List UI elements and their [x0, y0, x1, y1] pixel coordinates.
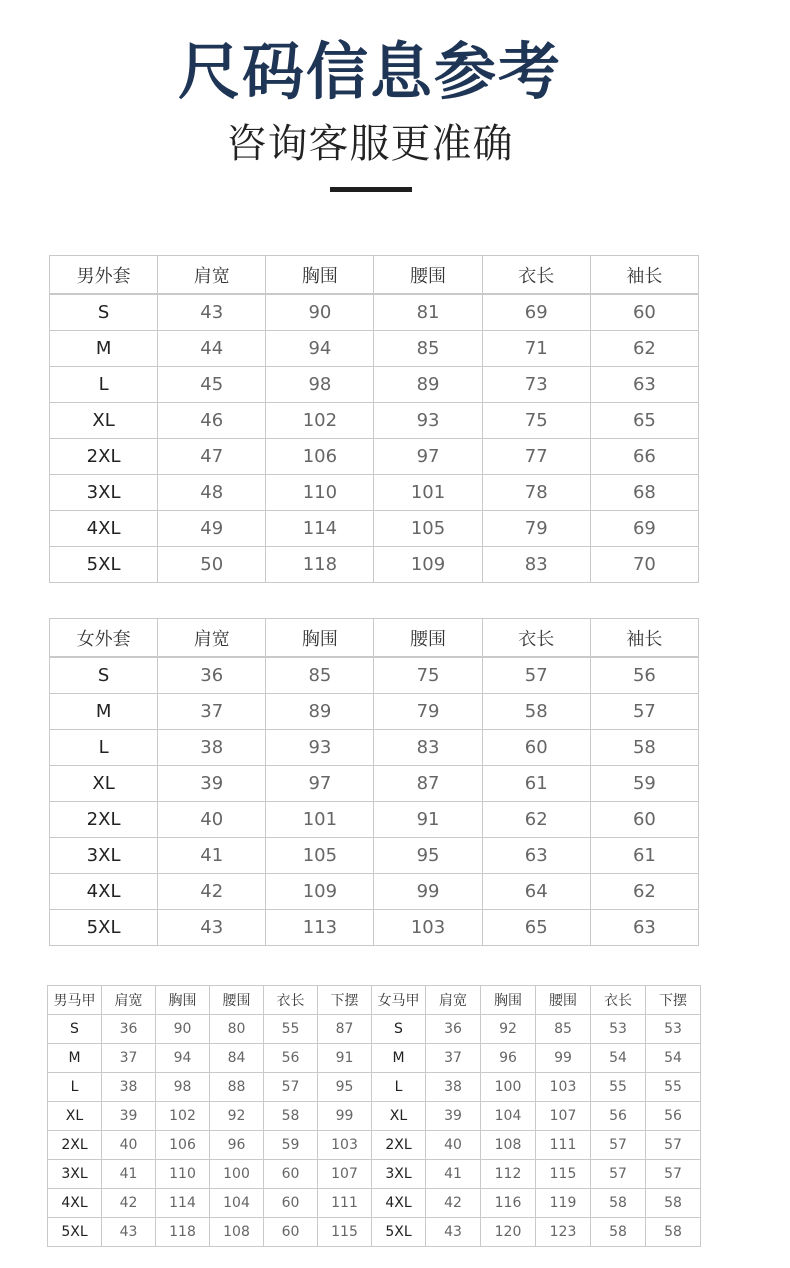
table-row [48, 1015, 701, 1044]
measurement-cell: 99 [374, 874, 482, 910]
measurement-cell: 91 [318, 1044, 372, 1073]
measurement-cell: 42 [102, 1189, 156, 1218]
table-row [50, 838, 699, 874]
measurement-cell: 80 [210, 1015, 264, 1044]
measurement-cell: 60 [482, 730, 590, 766]
header-row [48, 986, 701, 1015]
table-row [50, 367, 699, 403]
measurement-cell: 75 [374, 657, 482, 694]
table-row [48, 1044, 701, 1073]
measurement-cell: 47 [158, 439, 266, 475]
measurement-cell: 103 [318, 1131, 372, 1160]
size-label: L [372, 1073, 426, 1102]
measurement-cell: 101 [266, 802, 374, 838]
size-label: XL [50, 766, 158, 802]
measurement-cell: 120 [481, 1218, 536, 1247]
size-label: 4XL [372, 1189, 426, 1218]
measurement-cell: 90 [266, 294, 374, 331]
measurement-cell: 68 [590, 475, 698, 511]
size-label: 3XL [372, 1160, 426, 1189]
size-label: 4XL [48, 1189, 102, 1218]
size-label: 2XL [50, 802, 158, 838]
measurement-cell: 56 [264, 1044, 318, 1073]
column-header: 衣长 [264, 986, 318, 1015]
measurement-cell: 36 [102, 1015, 156, 1044]
measurement-cell: 97 [374, 439, 482, 475]
measurement-cell: 87 [374, 766, 482, 802]
title-divider [330, 187, 412, 192]
measurement-cell: 43 [158, 910, 266, 946]
measurement-cell: 91 [374, 802, 482, 838]
measurement-cell: 115 [318, 1218, 372, 1247]
measurement-cell: 49 [158, 511, 266, 547]
measurement-cell: 36 [158, 657, 266, 694]
header-row [50, 619, 699, 658]
measurement-cell: 96 [210, 1131, 264, 1160]
measurement-cell: 58 [591, 1189, 646, 1218]
measurement-cell: 60 [264, 1189, 318, 1218]
measurement-cell: 105 [374, 511, 482, 547]
measurement-cell: 57 [646, 1131, 701, 1160]
measurement-cell: 39 [158, 766, 266, 802]
size-label: S [48, 1015, 102, 1044]
measurement-cell: 56 [646, 1102, 701, 1131]
measurement-cell: 79 [482, 511, 590, 547]
measurement-cell: 63 [482, 838, 590, 874]
column-header: 腰围 [210, 986, 264, 1015]
measurement-cell: 43 [426, 1218, 481, 1247]
measurement-cell: 93 [374, 403, 482, 439]
column-header: 衣长 [591, 986, 646, 1015]
measurement-cell: 113 [266, 910, 374, 946]
mens-jacket-size-table [49, 255, 699, 583]
measurement-cell: 62 [590, 874, 698, 910]
measurement-cell: 123 [536, 1218, 591, 1247]
measurement-cell: 56 [591, 1102, 646, 1131]
measurement-cell: 60 [590, 802, 698, 838]
size-label: XL [48, 1102, 102, 1131]
header-row [50, 256, 699, 295]
measurement-cell: 94 [156, 1044, 210, 1073]
category-label: 男外套 [50, 256, 158, 295]
measurement-cell: 48 [158, 475, 266, 511]
measurement-cell: 84 [210, 1044, 264, 1073]
measurement-cell: 73 [482, 367, 590, 403]
measurement-cell: 39 [426, 1102, 481, 1131]
size-label: S [50, 657, 158, 694]
measurement-cell: 39 [102, 1102, 156, 1131]
size-label: 4XL [50, 874, 158, 910]
column-header: 下摆 [318, 986, 372, 1015]
measurement-cell: 101 [374, 475, 482, 511]
measurement-cell: 107 [318, 1160, 372, 1189]
measurement-cell: 65 [482, 910, 590, 946]
size-label: S [50, 294, 158, 331]
column-header: 下摆 [646, 986, 701, 1015]
measurement-cell: 61 [482, 766, 590, 802]
measurement-cell: 45 [158, 367, 266, 403]
measurement-cell: 60 [264, 1218, 318, 1247]
size-label: 5XL [372, 1218, 426, 1247]
measurement-cell: 115 [536, 1160, 591, 1189]
measurement-cell: 40 [158, 802, 266, 838]
measurement-cell: 119 [536, 1189, 591, 1218]
table-row [50, 403, 699, 439]
column-header: 肩宽 [158, 619, 266, 658]
measurement-cell: 40 [102, 1131, 156, 1160]
measurement-cell: 41 [102, 1160, 156, 1189]
column-header: 袖长 [590, 256, 698, 295]
measurement-cell: 53 [591, 1015, 646, 1044]
size-label: L [50, 730, 158, 766]
measurement-cell: 92 [481, 1015, 536, 1044]
measurement-cell: 61 [590, 838, 698, 874]
size-label: 3XL [50, 838, 158, 874]
measurement-cell: 109 [374, 547, 482, 583]
measurement-cell: 118 [156, 1218, 210, 1247]
measurement-cell: 110 [156, 1160, 210, 1189]
measurement-cell: 56 [590, 657, 698, 694]
measurement-cell: 85 [536, 1015, 591, 1044]
measurement-cell: 57 [591, 1131, 646, 1160]
measurement-cell: 95 [318, 1073, 372, 1102]
column-header: 肩宽 [102, 986, 156, 1015]
measurement-cell: 112 [481, 1160, 536, 1189]
measurement-cell: 111 [536, 1131, 591, 1160]
table-row [50, 657, 699, 694]
measurement-cell: 97 [266, 766, 374, 802]
measurement-cell: 37 [102, 1044, 156, 1073]
measurement-cell: 42 [158, 874, 266, 910]
measurement-cell: 105 [266, 838, 374, 874]
page-subtitle: 咨询客服更准确 [226, 121, 514, 167]
table-row [50, 910, 699, 946]
measurement-cell: 118 [266, 547, 374, 583]
column-header: 胸围 [266, 619, 374, 658]
measurement-cell: 59 [264, 1131, 318, 1160]
measurement-cell: 66 [590, 439, 698, 475]
measurement-cell: 62 [590, 331, 698, 367]
size-label: 2XL [50, 439, 158, 475]
measurement-cell: 54 [646, 1044, 701, 1073]
measurement-cell: 60 [590, 294, 698, 331]
measurement-cell: 98 [156, 1073, 210, 1102]
measurement-cell: 106 [266, 439, 374, 475]
measurement-cell: 57 [590, 694, 698, 730]
measurement-cell: 103 [536, 1073, 591, 1102]
table-row [50, 331, 699, 367]
column-header: 袖长 [590, 619, 698, 658]
measurement-cell: 104 [210, 1189, 264, 1218]
measurement-cell: 109 [266, 874, 374, 910]
size-label: L [48, 1073, 102, 1102]
size-label: 3XL [50, 475, 158, 511]
measurement-cell: 94 [266, 331, 374, 367]
measurement-cell: 43 [158, 294, 266, 331]
measurement-cell: 53 [646, 1015, 701, 1044]
table-row [50, 294, 699, 331]
column-header: 腰围 [374, 256, 482, 295]
column-header: 衣长 [482, 619, 590, 658]
page-title: 尺码信息参考 [177, 35, 562, 108]
size-label: 5XL [50, 547, 158, 583]
size-label: XL [372, 1102, 426, 1131]
measurement-cell: 50 [158, 547, 266, 583]
measurement-cell: 46 [158, 403, 266, 439]
measurement-cell: 38 [102, 1073, 156, 1102]
measurement-cell: 83 [374, 730, 482, 766]
measurement-cell: 58 [264, 1102, 318, 1131]
measurement-cell: 65 [590, 403, 698, 439]
table-row [50, 730, 699, 766]
size-label: 5XL [48, 1218, 102, 1247]
measurement-cell: 103 [374, 910, 482, 946]
measurement-cell: 81 [374, 294, 482, 331]
measurement-cell: 63 [590, 910, 698, 946]
table-row [48, 1131, 701, 1160]
measurement-cell: 108 [210, 1218, 264, 1247]
table-row [48, 1102, 701, 1131]
measurement-cell: 60 [264, 1160, 318, 1189]
table-row [50, 475, 699, 511]
measurement-cell: 77 [482, 439, 590, 475]
table-row [50, 439, 699, 475]
measurement-cell: 111 [318, 1189, 372, 1218]
measurement-cell: 99 [536, 1044, 591, 1073]
column-header: 衣长 [482, 256, 590, 295]
table-row [50, 766, 699, 802]
table-row [50, 694, 699, 730]
table-row [50, 511, 699, 547]
measurement-cell: 38 [426, 1073, 481, 1102]
column-header: 胸围 [266, 256, 374, 295]
measurement-cell: 55 [591, 1073, 646, 1102]
table-row [48, 1160, 701, 1189]
measurement-cell: 64 [482, 874, 590, 910]
column-header: 腰围 [374, 619, 482, 658]
column-header: 胸围 [156, 986, 210, 1015]
size-label: 5XL [50, 910, 158, 946]
measurement-cell: 58 [590, 730, 698, 766]
measurement-cell: 89 [374, 367, 482, 403]
measurement-cell: 58 [482, 694, 590, 730]
table-row [50, 802, 699, 838]
category-label: 女外套 [50, 619, 158, 658]
size-label: XL [50, 403, 158, 439]
measurement-cell: 114 [266, 511, 374, 547]
table-row [48, 1218, 701, 1247]
measurement-cell: 69 [590, 511, 698, 547]
size-label: 2XL [48, 1131, 102, 1160]
measurement-cell: 107 [536, 1102, 591, 1131]
womens-jacket-size-table [49, 618, 699, 946]
measurement-cell: 36 [426, 1015, 481, 1044]
measurement-cell: 87 [318, 1015, 372, 1044]
measurement-cell: 71 [482, 331, 590, 367]
size-label: 3XL [48, 1160, 102, 1189]
column-header: 腰围 [536, 986, 591, 1015]
measurement-cell: 79 [374, 694, 482, 730]
measurement-cell: 58 [591, 1218, 646, 1247]
measurement-cell: 78 [482, 475, 590, 511]
column-header: 肩宽 [158, 256, 266, 295]
measurement-cell: 99 [318, 1102, 372, 1131]
measurement-cell: 98 [266, 367, 374, 403]
column-header: 胸围 [481, 986, 536, 1015]
measurement-cell: 116 [481, 1189, 536, 1218]
measurement-cell: 40 [426, 1131, 481, 1160]
measurement-cell: 57 [482, 657, 590, 694]
size-label: M [50, 331, 158, 367]
measurement-cell: 75 [482, 403, 590, 439]
size-label: S [372, 1015, 426, 1044]
measurement-cell: 114 [156, 1189, 210, 1218]
measurement-cell: 55 [264, 1015, 318, 1044]
category-label: 女马甲 [372, 986, 426, 1015]
table-row [48, 1073, 701, 1102]
size-label: 4XL [50, 511, 158, 547]
measurement-cell: 41 [426, 1160, 481, 1189]
measurement-cell: 44 [158, 331, 266, 367]
measurement-cell: 102 [266, 403, 374, 439]
column-header: 肩宽 [426, 986, 481, 1015]
measurement-cell: 85 [266, 657, 374, 694]
measurement-cell: 85 [374, 331, 482, 367]
measurement-cell: 83 [482, 547, 590, 583]
measurement-cell: 58 [646, 1218, 701, 1247]
measurement-cell: 59 [590, 766, 698, 802]
measurement-cell: 63 [590, 367, 698, 403]
size-label: 2XL [372, 1131, 426, 1160]
size-label: M [372, 1044, 426, 1073]
measurement-cell: 92 [210, 1102, 264, 1131]
measurement-cell: 57 [646, 1160, 701, 1189]
measurement-cell: 70 [590, 547, 698, 583]
measurement-cell: 104 [481, 1102, 536, 1131]
size-label: M [50, 694, 158, 730]
vest-size-table [47, 985, 701, 1247]
measurement-cell: 108 [481, 1131, 536, 1160]
measurement-cell: 57 [264, 1073, 318, 1102]
measurement-cell: 106 [156, 1131, 210, 1160]
measurement-cell: 110 [266, 475, 374, 511]
measurement-cell: 43 [102, 1218, 156, 1247]
size-label: M [48, 1044, 102, 1073]
measurement-cell: 54 [591, 1044, 646, 1073]
measurement-cell: 37 [426, 1044, 481, 1073]
measurement-cell: 96 [481, 1044, 536, 1073]
measurement-cell: 69 [482, 294, 590, 331]
table-row [50, 874, 699, 910]
measurement-cell: 41 [158, 838, 266, 874]
measurement-cell: 89 [266, 694, 374, 730]
measurement-cell: 95 [374, 838, 482, 874]
measurement-cell: 102 [156, 1102, 210, 1131]
measurement-cell: 58 [646, 1189, 701, 1218]
table-row [50, 547, 699, 583]
measurement-cell: 62 [482, 802, 590, 838]
measurement-cell: 57 [591, 1160, 646, 1189]
measurement-cell: 38 [158, 730, 266, 766]
measurement-cell: 88 [210, 1073, 264, 1102]
measurement-cell: 100 [210, 1160, 264, 1189]
measurement-cell: 90 [156, 1015, 210, 1044]
table-row [48, 1189, 701, 1218]
size-label: L [50, 367, 158, 403]
measurement-cell: 100 [481, 1073, 536, 1102]
measurement-cell: 93 [266, 730, 374, 766]
category-label: 男马甲 [48, 986, 102, 1015]
measurement-cell: 55 [646, 1073, 701, 1102]
measurement-cell: 42 [426, 1189, 481, 1218]
measurement-cell: 37 [158, 694, 266, 730]
